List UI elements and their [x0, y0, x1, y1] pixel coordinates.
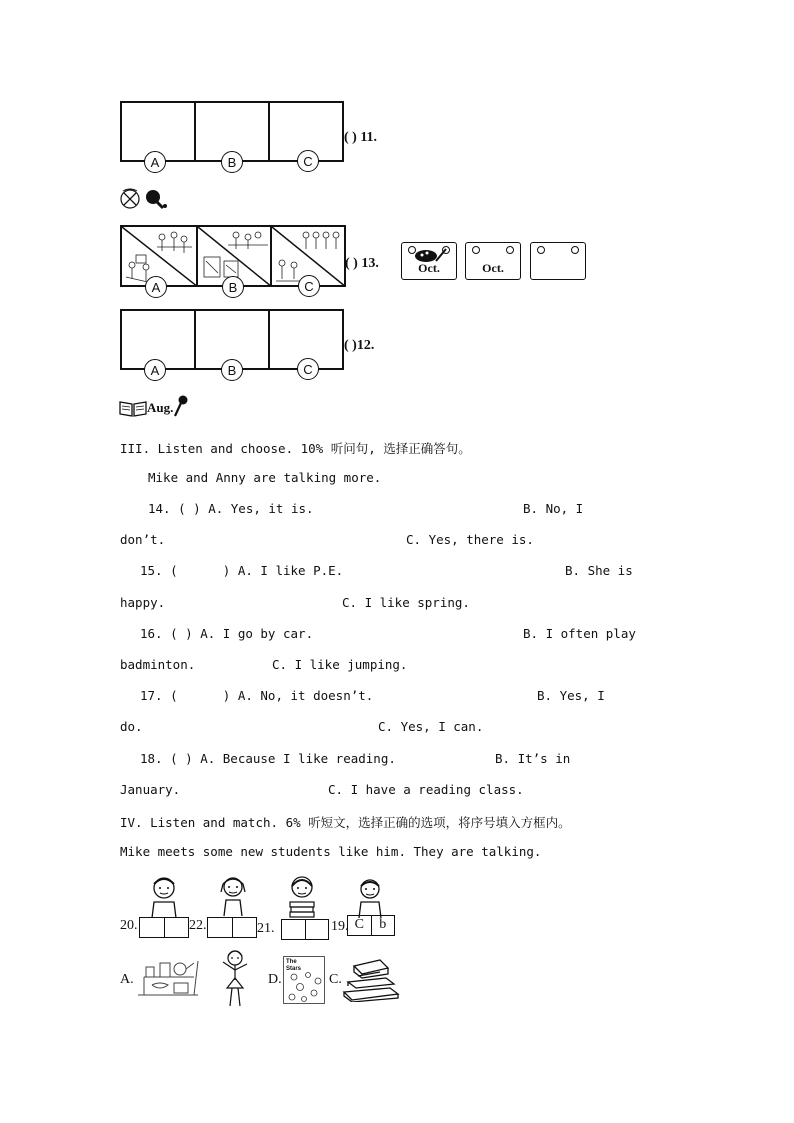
- option-c-label: C.: [329, 972, 342, 987]
- q12-option-c[interactable]: C: [297, 358, 319, 380]
- q11-option-b[interactable]: B: [221, 151, 243, 173]
- q13-option-c[interactable]: C: [298, 275, 320, 297]
- q22-number: 22.: [189, 918, 207, 933]
- q20-answer-box[interactable]: [139, 917, 189, 938]
- q13-label: ( ) 13.: [345, 256, 379, 271]
- q16-option-c: C. I like jumping.: [272, 657, 408, 672]
- section3-intro: Mike and Anny are talking more.: [148, 470, 382, 485]
- q15-option-b-cont: happy.: [120, 595, 166, 610]
- q16-option-b: B. I often play: [523, 626, 636, 641]
- girl-with-books-icon: [284, 874, 320, 918]
- q15-line: 15. ( ) A. I like P.E.: [140, 563, 344, 578]
- q17-option-b: B. Yes, I: [537, 688, 605, 703]
- girl-student-icon: [216, 874, 250, 918]
- calendar-2: [465, 242, 521, 280]
- q14-option-b: B. No, I: [523, 501, 584, 516]
- q13-option-b[interactable]: B: [222, 276, 244, 298]
- q21-answer-box[interactable]: [281, 919, 329, 940]
- q19-number: 19.: [331, 919, 349, 934]
- q18-option-c: C. I have a reading class.: [328, 782, 524, 797]
- book-icon: [119, 399, 147, 417]
- stars-pattern-icon: [286, 971, 324, 1003]
- q15-option-c: C. I like spring.: [342, 595, 470, 610]
- q14-line: 14. ( ) A. Yes, it is.: [148, 501, 314, 516]
- q16-option-b-cont: badminton.: [120, 657, 196, 672]
- calendar-2-month: Oct.: [482, 261, 504, 275]
- q22-answer-box[interactable]: [207, 917, 257, 938]
- q12-option-a[interactable]: A: [144, 359, 166, 381]
- q11-label: ( ) 11.: [344, 130, 378, 145]
- option-d-label: D.: [268, 972, 282, 987]
- q16-line: 16. ( ) A. I go by car.: [140, 626, 314, 641]
- q17-option-b-cont: do.: [120, 719, 143, 734]
- option-a-label: A.: [120, 972, 134, 987]
- q18-line: 18. ( ) A. Because I like reading.: [140, 751, 396, 766]
- q14-option-b-cont: don’t.: [120, 532, 166, 547]
- boy-smiling-icon: [354, 876, 386, 918]
- book-the-stars: [283, 956, 325, 1004]
- q17-line: 17. ( ) A. No, it doesn’t.: [140, 688, 374, 703]
- section4-title: IV. Listen and match. 6% 听短文，选择正确的选项，将序号填入方框内。: [120, 815, 571, 830]
- q19-answer-b: b: [379, 917, 387, 932]
- cooking-pingpong-icon: [119, 188, 169, 212]
- q14-option-c: C. Yes, there is.: [406, 532, 534, 547]
- q15-option-b: B. She is: [565, 563, 633, 578]
- calendar-1: [401, 242, 457, 280]
- boy-student-icon: [146, 874, 182, 918]
- section3-title: III. Listen and choose. 10% 听问句, 选择正确答句。: [120, 441, 471, 456]
- dancing-girl-icon: [218, 948, 252, 1010]
- q18-option-b-cont: January.: [120, 782, 181, 797]
- q11-option-c[interactable]: C: [297, 150, 319, 172]
- section4-intro: Mike meets some new students like him. They are talking.: [120, 844, 542, 859]
- q18-option-b: B. It’s in: [495, 751, 571, 766]
- q19-answer-box[interactable]: [347, 915, 395, 936]
- calendar-3: [530, 242, 586, 280]
- q11-option-a[interactable]: A: [144, 151, 166, 173]
- aug-label: Aug.: [147, 400, 174, 415]
- q21-number: 21.: [257, 921, 275, 936]
- q12-label: ( )12.: [344, 338, 375, 353]
- q12-option-b[interactable]: B: [221, 359, 243, 381]
- calendar-1-month: Oct.: [418, 261, 440, 275]
- kitchen-cooking-icon: [134, 955, 202, 999]
- q20-number: 20.: [120, 918, 138, 933]
- microphone-icon: [172, 394, 190, 418]
- book-title: The Stars: [286, 959, 302, 972]
- stack-of-books-icon: [340, 956, 402, 1002]
- q19-answer-c: C: [348, 916, 372, 935]
- q17-option-c: C. Yes, I can.: [378, 719, 484, 734]
- q13-option-a[interactable]: A: [145, 276, 167, 298]
